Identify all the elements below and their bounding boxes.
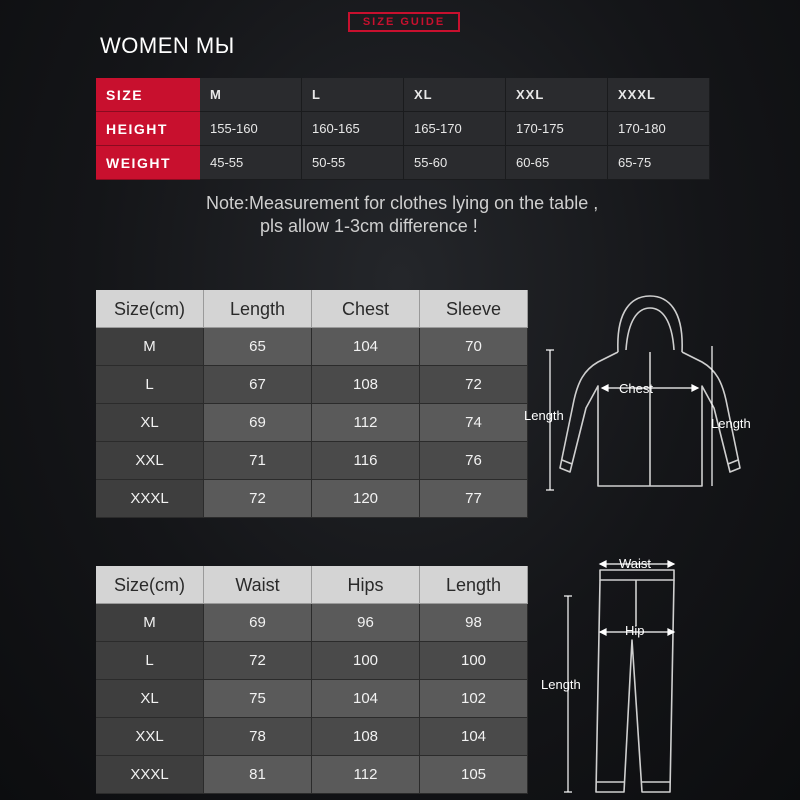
table-cell: 72 bbox=[204, 480, 312, 518]
size-cell: XXXL bbox=[608, 78, 710, 112]
jacket-length-left-label: Length bbox=[524, 408, 564, 423]
table-cell: 108 bbox=[312, 366, 420, 404]
table-cell: M bbox=[96, 328, 204, 366]
table-cell: 75 bbox=[204, 680, 312, 718]
jacket-illustration bbox=[540, 290, 770, 500]
jacket-chest-label: Chest bbox=[619, 381, 653, 396]
table-cell: 67 bbox=[204, 366, 312, 404]
height-cell: 165-170 bbox=[404, 112, 506, 146]
size-cell: XXL bbox=[506, 78, 608, 112]
page-title: WOMEN МЫ bbox=[100, 33, 235, 58]
table-header: Sleeve bbox=[420, 290, 528, 328]
size-guide-badge: SIZE GUIDE bbox=[348, 12, 460, 32]
table-cell: 81 bbox=[204, 756, 312, 794]
table-cell: 96 bbox=[312, 604, 420, 642]
table-cell: 70 bbox=[420, 328, 528, 366]
size-cell: XL bbox=[404, 78, 506, 112]
table-header: Length bbox=[204, 290, 312, 328]
table-cell: 108 bbox=[312, 718, 420, 756]
pants-hip-label: Hip bbox=[625, 623, 645, 638]
size-cell: M bbox=[200, 78, 302, 112]
table-cell: XL bbox=[96, 680, 204, 718]
table-header: Length bbox=[420, 566, 528, 604]
hood-outline bbox=[618, 296, 682, 352]
table-cell: 120 bbox=[312, 480, 420, 518]
size-cell: L bbox=[302, 78, 404, 112]
table-cell: 72 bbox=[204, 642, 312, 680]
weight-cell: 55-60 bbox=[404, 146, 506, 180]
table-cell: 72 bbox=[420, 366, 528, 404]
pants-length-label: Length bbox=[541, 677, 581, 692]
table-cell: 102 bbox=[420, 680, 528, 718]
weight-cell: 65-75 bbox=[608, 146, 710, 180]
table-cell: XL bbox=[96, 404, 204, 442]
table-cell: 112 bbox=[312, 404, 420, 442]
table-cell: 98 bbox=[420, 604, 528, 642]
table-cell: 100 bbox=[312, 642, 420, 680]
table-cell: 69 bbox=[204, 604, 312, 642]
table-header: Waist bbox=[204, 566, 312, 604]
table-cell: 112 bbox=[312, 756, 420, 794]
jacket-length-right-label: Length bbox=[711, 416, 751, 431]
weight-cell: 45-55 bbox=[200, 146, 302, 180]
size-height-weight-table bbox=[96, 78, 710, 180]
pants-waist-label: Waist bbox=[619, 556, 652, 571]
table-cell: 100 bbox=[420, 642, 528, 680]
table-cell: XXL bbox=[96, 442, 204, 480]
table-cell: XXXL bbox=[96, 756, 204, 794]
table-cell: 76 bbox=[420, 442, 528, 480]
table-cell: XXXL bbox=[96, 480, 204, 518]
table-cell: XXL bbox=[96, 718, 204, 756]
height-cell: 170-175 bbox=[506, 112, 608, 146]
height-cell: 170-180 bbox=[608, 112, 710, 146]
table-cell: 71 bbox=[204, 442, 312, 480]
table-cell: L bbox=[96, 366, 204, 404]
table-cell: 78 bbox=[204, 718, 312, 756]
table-cell: 104 bbox=[420, 718, 528, 756]
weight-cell: 60-65 bbox=[506, 146, 608, 180]
table-cell: 104 bbox=[312, 680, 420, 718]
measurement-note bbox=[206, 192, 598, 238]
table-header: Chest bbox=[312, 290, 420, 328]
pants-size-table bbox=[96, 566, 528, 794]
table-cell: L bbox=[96, 642, 204, 680]
note-line-2: pls allow 1-3cm difference ! bbox=[260, 216, 478, 236]
height-cell: 160-165 bbox=[302, 112, 404, 146]
table-cell: 74 bbox=[420, 404, 528, 442]
table-cell: M bbox=[96, 604, 204, 642]
weight-cell: 50-55 bbox=[302, 146, 404, 180]
table-cell: 116 bbox=[312, 442, 420, 480]
table-cell: 104 bbox=[312, 328, 420, 366]
waistband-outline bbox=[600, 570, 674, 580]
jacket-size-table bbox=[96, 290, 528, 518]
height-cell: 155-160 bbox=[200, 112, 302, 146]
row-header-weight: WEIGHT bbox=[96, 146, 200, 180]
table-cell: 105 bbox=[420, 756, 528, 794]
table-header: Size(cm) bbox=[96, 290, 204, 328]
table-cell: 65 bbox=[204, 328, 312, 366]
table-header: Size(cm) bbox=[96, 566, 204, 604]
table-cell: 69 bbox=[204, 404, 312, 442]
row-header-height: HEIGHT bbox=[96, 112, 200, 146]
row-header-size: SIZE bbox=[96, 78, 200, 112]
note-line-1: Note:Measurement for clothes lying on the table , bbox=[206, 193, 599, 213]
table-cell: 77 bbox=[420, 480, 528, 518]
table-header: Hips bbox=[312, 566, 420, 604]
